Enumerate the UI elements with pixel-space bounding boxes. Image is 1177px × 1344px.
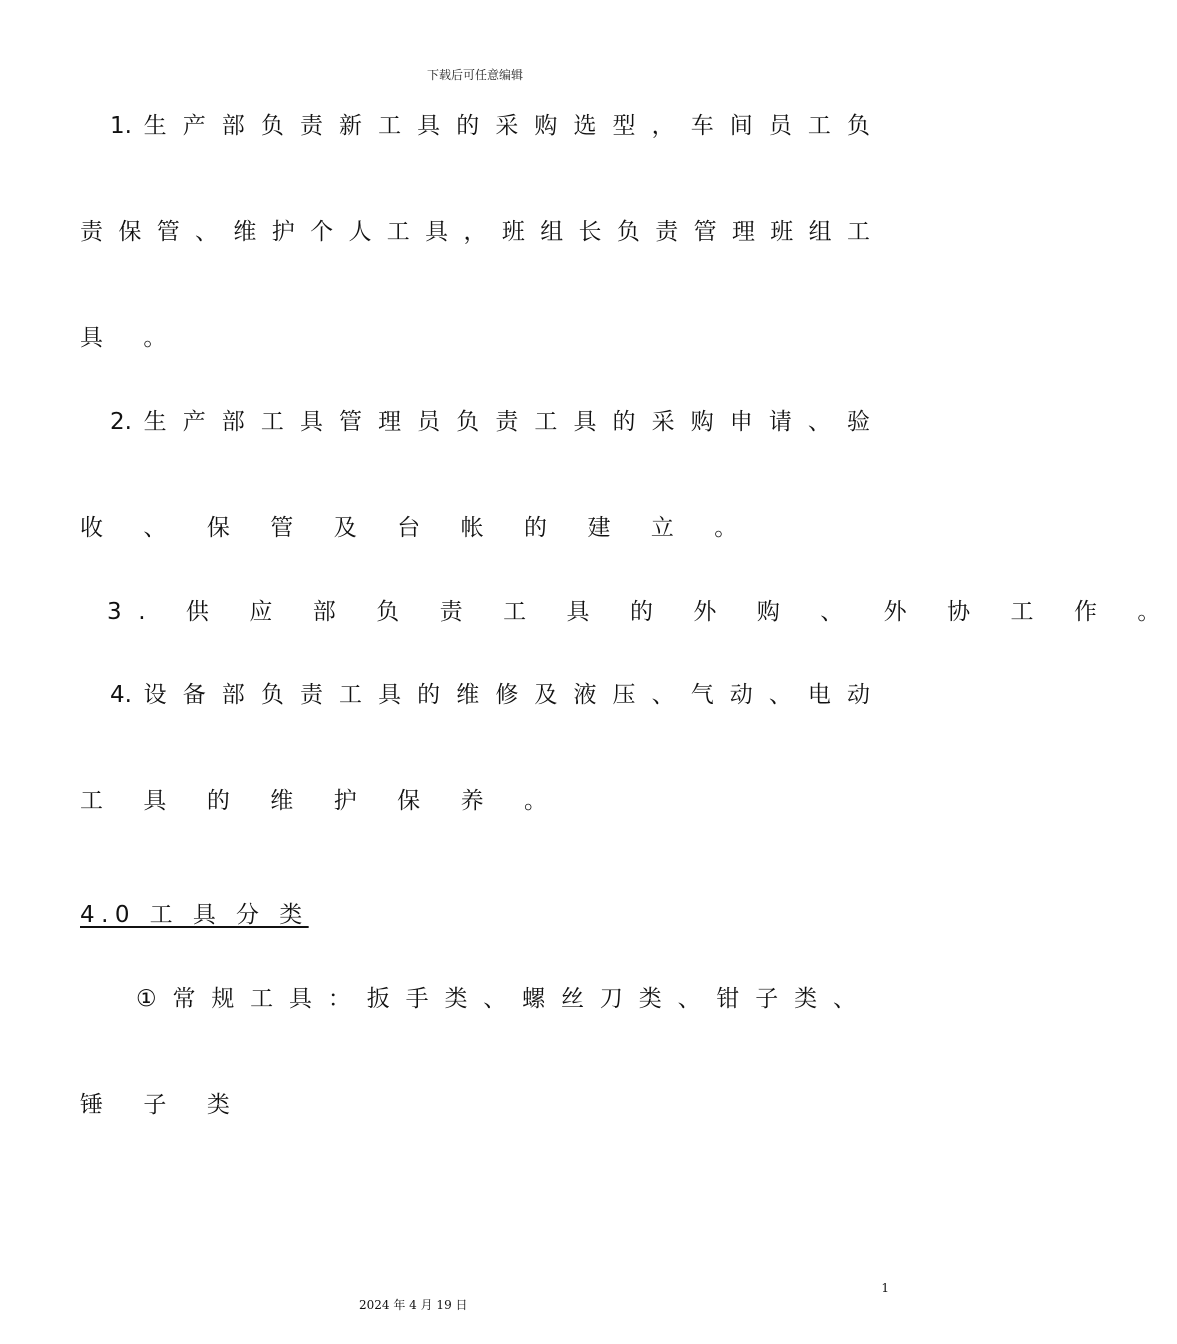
- paragraph-line-1: 1. 生 产 部 负 责 新 工 具 的 采 购 选 型 ， 车 间 员 工 负: [110, 113, 870, 139]
- section-heading: 4.0 工 具 分 类: [80, 902, 309, 928]
- page-header: 下载后可任意编辑: [426, 68, 523, 82]
- paragraph-line-8: 工 具 的 维 护 保 养 。: [80, 788, 564, 814]
- paragraph-line-4: 2. 生 产 部 工 具 管 理 员 负 责 工 具 的 采 购 申 请 、 验: [110, 409, 870, 435]
- paragraph-line-5: 收 、 保 管 及 台 帐 的 建 立 。: [80, 515, 754, 541]
- list-item-line-2: 锤 子 类: [80, 1092, 247, 1118]
- footer-date: 2024 年 4 月 19 日: [359, 1298, 468, 1312]
- list-item-line-1: ① 常 规 工 具 ： 扳 手 类 、 螺 丝 刀 类 、 钳 子 类 、: [136, 986, 856, 1012]
- page-number: 1: [881, 1281, 889, 1295]
- paragraph-line-3: 具 。: [80, 325, 183, 351]
- paragraph-line-6: 3. 供 应 部 负 责 工 具 的 外 购 、 外 协 工 作 。: [107, 599, 1177, 625]
- paragraph-line-2: 责 保 管 、 维 护 个 人 工 具 ， 班 组 长 负 责 管 理 班 组 工: [80, 219, 870, 245]
- paragraph-line-7: 4. 设 备 部 负 责 工 具 的 维 修 及 液 压 、 气 动 、 电 动: [110, 682, 870, 708]
